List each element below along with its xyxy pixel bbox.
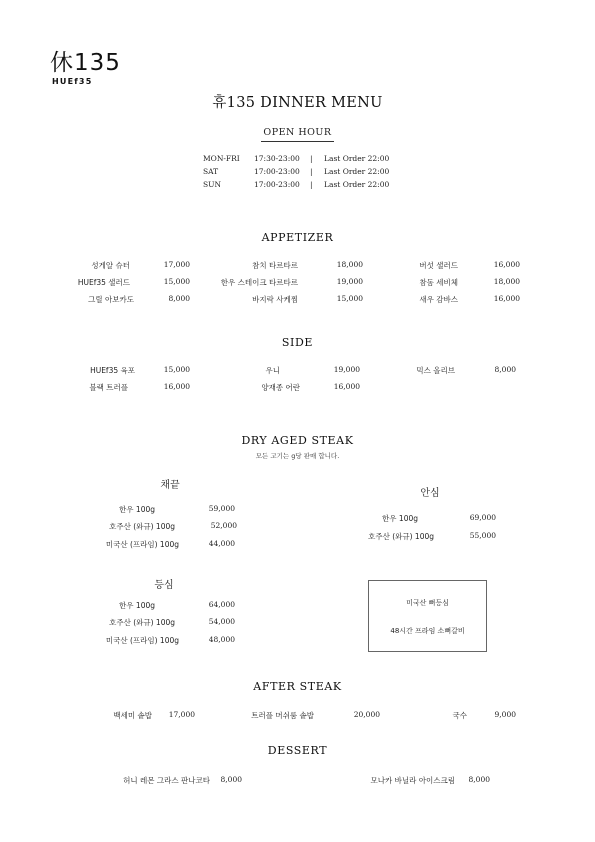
chaekkeut-item-price: 52,000 (210, 521, 237, 530)
appetizer-item-price: 15,000 (336, 294, 363, 303)
side-item-price: 19,000 (333, 365, 360, 374)
hours-last-order: Last Order 22:00 (324, 154, 390, 163)
appetizer-item-price: 19,000 (336, 277, 363, 286)
side-item-name: 우니 (265, 366, 280, 375)
chaekkeut-item-name: 한우 100g (119, 505, 155, 514)
appetizer-item-name: 그릴 아보카도 (88, 295, 134, 304)
special-cut-short-rib: 48시간 프라임 소뼈갈비 (390, 627, 465, 635)
ansim-heading: 안심 (420, 488, 440, 499)
hours-day: MON-FRI (203, 154, 240, 163)
deungsim-item-name: 호주산 (와규) 100g (109, 618, 175, 627)
appetizer-item-price: 17,000 (163, 260, 190, 269)
steak-heading: DRY AGED STEAK (241, 434, 354, 447)
dessert-item-name: 허니 레몬 그라스 판나코타 (123, 776, 210, 785)
hours-time: 17:00-23:00 (254, 180, 300, 190)
appetizer-item-price: 18,000 (493, 277, 520, 286)
hours-last-order: Last Order 22:00 (324, 167, 390, 177)
side-item-name: 양재종 어란 (261, 383, 300, 392)
appetizer-item-name: 바지락 사케찜 (252, 295, 298, 304)
appetizer-item-name: 새우 감바스 (419, 295, 458, 304)
ansim-item-price: 55,000 (469, 531, 496, 540)
hours-last-order: Last Order 22:00 (324, 180, 390, 190)
appetizer-item-name: 참돔 세비체 (419, 278, 458, 287)
side-item-price: 16,000 (333, 382, 360, 391)
ansim-item-price: 69,000 (469, 513, 496, 522)
hours-separator: | (310, 167, 313, 177)
side-item-price: 16,000 (163, 382, 190, 391)
hours-time: 17:30-23:00 (254, 154, 300, 163)
side-item-name: 믹스 올리브 (416, 366, 455, 375)
dessert-heading: DESSERT (267, 744, 328, 757)
open-hour-label: OPEN HOUR (261, 127, 333, 142)
after-steak-item-price: 20,000 (353, 710, 380, 719)
appetizer-item-price: 18,000 (336, 260, 363, 269)
hours-separator: | (310, 180, 313, 190)
hours-row (203, 178, 389, 191)
appetizer-item-price: 16,000 (493, 260, 520, 269)
dessert-item-price: 8,000 (468, 775, 490, 784)
deungsim-item-price: 64,000 (208, 600, 235, 609)
page-title: 휴135 DINNER MENU (212, 95, 383, 111)
after-steak-item-name: 백세미 솥밥 (113, 711, 152, 720)
after-steak-item-name: 트러플 머쉬룸 솥밥 (251, 711, 314, 720)
hours-row (203, 165, 389, 178)
after-steak-item-price: 17,000 (168, 710, 195, 719)
after-steak-heading: AFTER STEAK (253, 680, 342, 693)
appetizer-item-price: 8,000 (168, 294, 190, 303)
appetizer-heading: APPETIZER (261, 231, 334, 244)
special-cut-bone-in-ribeye: 미국산 뼈등심 (406, 599, 449, 607)
side-item-price: 8,000 (494, 365, 516, 374)
dessert-item-price: 8,000 (220, 775, 242, 784)
chaekkeut-item-name: 호주산 (와규) 100g (109, 522, 175, 531)
deungsim-item-price: 54,000 (208, 617, 235, 626)
hours-day: SAT (203, 167, 219, 177)
side-item-name: 블랙 트러플 (89, 383, 128, 392)
appetizer-item-name: HUEf35 샐러드 (77, 278, 130, 287)
appetizer-item-name: 버섯 샐러드 (419, 261, 458, 270)
chaekkeut-item-price: 59,000 (208, 504, 235, 513)
hours-row (203, 152, 389, 165)
deungsim-item-name: 한우 100g (119, 601, 155, 610)
chaekkeut-heading: 채끝 (160, 480, 180, 491)
open-hour-heading (0, 127, 595, 138)
ansim-item-name: 한우 100g (382, 514, 418, 523)
appetizer-item-price: 16,000 (493, 294, 520, 303)
chaekkeut-item-price: 44,000 (208, 539, 235, 548)
chaekkeut-item-name: 미국산 (프라임) 100g (105, 540, 179, 549)
hours-day: SUN (203, 180, 222, 190)
logo-wordmark: HUEf35 (52, 77, 93, 86)
deungsim-heading: 등심 (154, 580, 174, 591)
side-item-price: 15,000 (163, 365, 190, 374)
appetizer-item-name: 한우 스테이크 타르타르 (220, 278, 298, 287)
dessert-item-name: 모나카 바닐라 아이스크림 (370, 776, 455, 785)
side-item-name: HUEf35 육포 (90, 366, 135, 375)
hours-time: 17:00-23:00 (254, 167, 300, 177)
deungsim-item-name: 미국산 (프라임) 100g (105, 636, 179, 645)
deungsim-item-price: 48,000 (208, 635, 235, 644)
appetizer-item-name: 성게알 슈터 (91, 261, 130, 270)
ansim-item-name: 호주산 (와규) 100g (368, 532, 434, 541)
logo-mark: 休135 (50, 50, 121, 76)
open-hour-table (203, 152, 389, 192)
special-cuts-box (368, 580, 487, 652)
appetizer-item-price: 15,000 (163, 277, 190, 286)
after-steak-item-price: 9,000 (494, 710, 516, 719)
side-heading: SIDE (281, 336, 314, 349)
after-steak-item-name: 국수 (452, 711, 467, 720)
steak-note: 모든 고기는 g당 판매 합니다. (255, 452, 340, 460)
appetizer-item-name: 참치 타르타르 (252, 261, 298, 270)
hours-separator: | (310, 154, 313, 163)
